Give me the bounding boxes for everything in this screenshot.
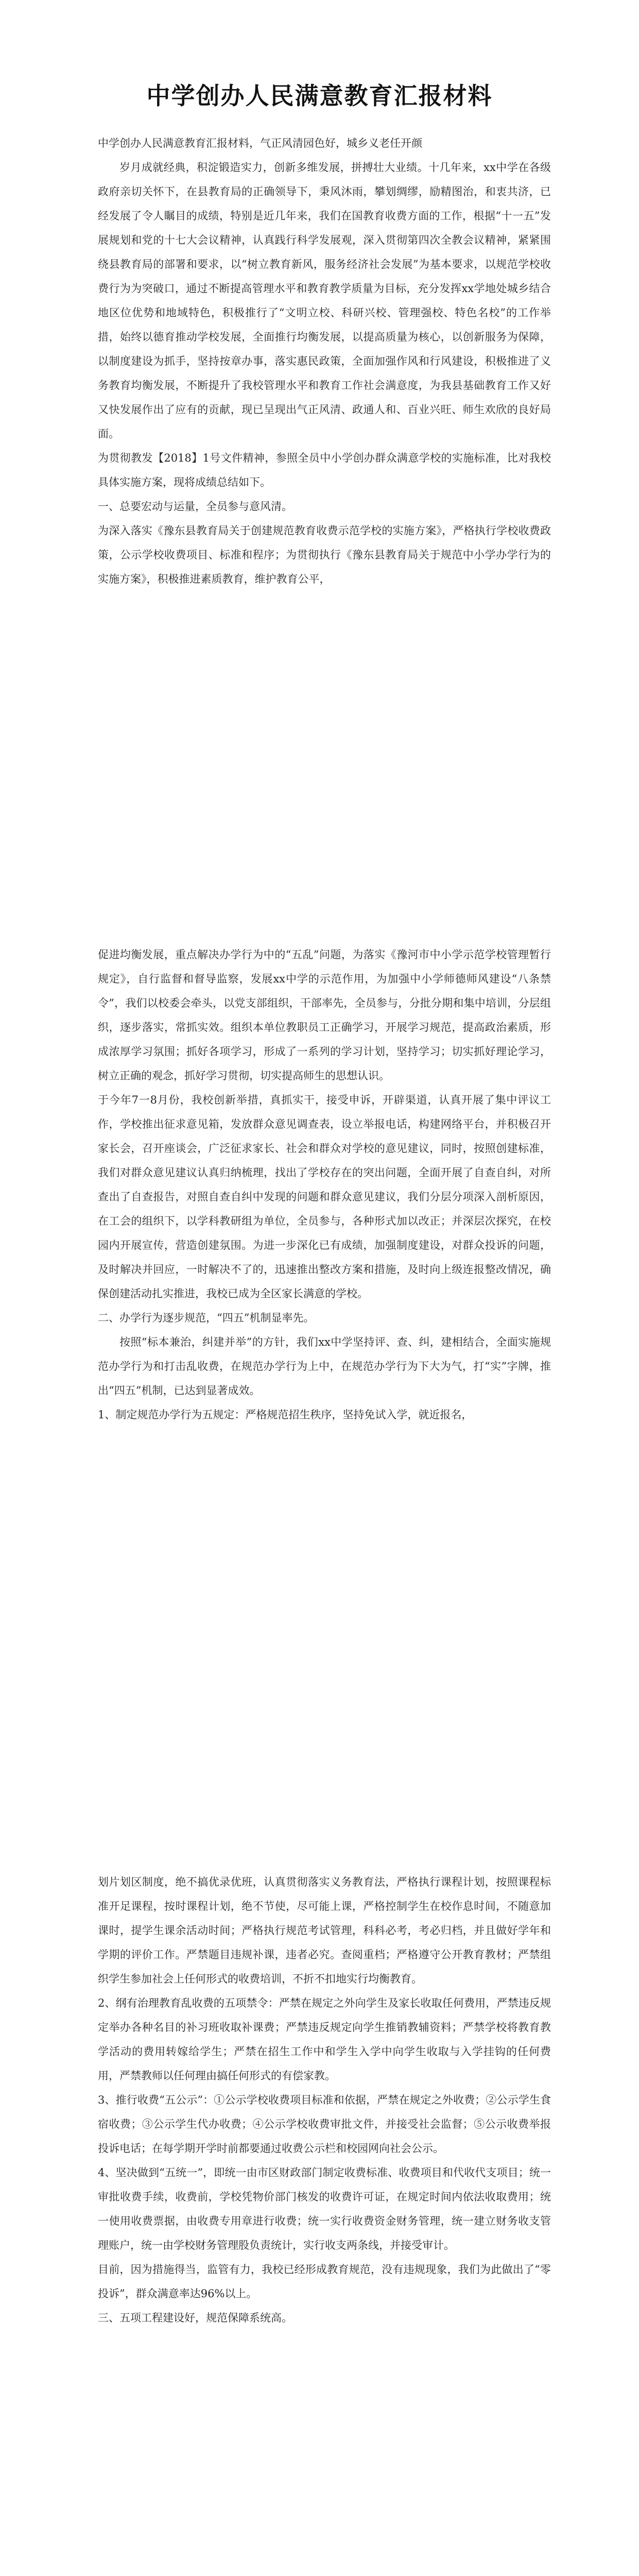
paragraph: 目前，因为措施得当，监管有力，我校已经形成教育规范，没有违规现象，我们为此做出了“零投诉”，群众满意率达96%以上。	[98, 2263, 551, 2300]
paragraph: 中学创办人民满意教育汇报材料，气正风清园色好，城乡义老任开颜	[98, 137, 422, 149]
section-intro	[98, 131, 551, 591]
paragraph: 于今年7一8月份，我校创新举措，真抓实干，接受申诉，开辟渠道，认真开展了集中评议工作，学校推出征求意见箱，发放群众意见调查表，设立举报电话，构建网络平台，并积极召开家长会，召开座谈会，广泛征求家长、社会和群众对学校的意见建议，同时，按照创建标准，我们对群众意见建议认真归纳梳理，找出了学校存在的突出问题，全面开展了自查自纠，对所查出了自查报告，对照自查自纠中发现的问题和群众意见建议，我们分层分项深入剖析原因，在工会的组织下，以学科教研组为单位，全员参与，各种形式加以改正；并深层次探究，在校园内开展宣传，营造创建氛围。为进一步深化已有成绩，加强制度建设，对群众投诉的问题，及时解决并回应，一时解决不了的，迅速推出整改方案和措施，及时向上级连报整改情况，确保创建活动扎实推进，我校已成为全区家长满意的学校。	[98, 1094, 551, 1300]
section-regulations	[98, 1870, 551, 2330]
section-heading: 三、五项工程建设好，规范保障系统高。	[98, 2312, 292, 2324]
section-heading: 二、办学行为逐步规范，“四五”机制显率先。	[98, 1312, 315, 1324]
paragraph: 划片划区制度，绝不搞优录优班，认真贯彻落实义务教育法，严格执行课程计划，按照课程标准开足课程，按时课程计划，绝不节使，尽可能上课，严格控制学生在校作息时间，不随意加课时，提学生课余活动时间；严格执行规范考试管理，科科必考，考必归档，并且做好学年和学期的评价工作。严禁题目违规补课，违者必究。查阅重档；严格遵守公开教育教材；严禁组织学生参加社会上任何形式的收费培训，不折不扣地实行均衡教育。	[98, 1876, 551, 1985]
paragraph: 按照“标本兼治，纠建并举”的方针，我们xx中学坚持评、查、纠，建相结合，全面实施规范办学行为和打击乱收费，在规范办学行为上中，在规范办学行为下大为气，打“实”字牌，推出“四五”机制，已达到显著成效。	[98, 1336, 551, 1397]
paragraph: 4、坚决做到“五统一”，即统一由市区财政部门制定收费标准、收费项目和代收代支项目；统一审批收费手续，收费前，学校凭物价部门核发的收费许可证，在规定时间内依法收取费用；统一使用收费票据，由收费专用章进行收费；统一实行收费资金财务管理，统一建立财务收支管理账户，统一由学校财务管理股负责统计，实行收支两条线，并接受审计。	[98, 2166, 551, 2251]
document-title: 中学创办人民满意教育汇报材料	[146, 82, 493, 110]
section-heading: 一、总要宏动与运量，全员参与意风清。	[98, 500, 292, 513]
paragraph: 1、制定规范办学行为五规定：严格规范招生秩序，坚持免试入学，就近报名，	[98, 1409, 473, 1421]
section-implementation	[98, 943, 551, 1427]
paragraph: 岁月成就经典，积淀锻造实力，创新多维发展，拼搏壮大业绩。十几年来，xx中学在各级政府亲切关怀下，在县教育局的正确领导下，秉风沐雨，攀划绸缪，励精图治，和衷共济，已经发展了令人瞩目的成绩，特别是近几年来，我们在国教育收费方面的工作，根据“十一五”发展规划和党的十七大会议精神，认真践行科学发展观，深入贯彻第四次全教会议精神，紧紧围绕县教育局的部署和要求，以“树立教育新风，服务经济社会发展”为基本要求，以规范学校收费行为为突破口，通过不断提高管理水平和教育教学质量为目标，充分发挥xx学地处城乡结合地区位优势和地域特色，积极推行了“文明立校、科研兴校、管理强校、特色名校”的工作举措，始终以德育推动学校发展，全面推行均衡发展，以提高质量为核心，以创新服务为保障，以制度建设为抓手，坚持按章办事，落实惠民政策，全面加强作风和行风建设，积极推进了义务教育均衡发展，不断提升了我校管理水平和教育工作社会满意度，为我县基础教育工作又好又快发展作出了应有的贡献，现已呈现出气正风清、政通人和、百业兴旺、师生欢欣的良好局面。	[98, 161, 551, 440]
paragraph: 为贯彻教发【2018】1号文件精神，参照全员中小学创办群众满意学校的实施标准，比对我校具体实施方案，现将成绩总结如下。	[98, 452, 551, 488]
paragraph: 2、纲有治理教育乱收费的五项禁令：严禁在规定之外向学生及家长收取任何费用，严禁违反规定举办各种名目的补习班收取补课费；严禁违反规定向学生推销教辅资料；严禁学校将教育教学活动的费用转嫁给学生；严禁在招生工作中和学生入学中向学生收取与入学挂钩的任何费用，严禁教师以任何理由搞任何形式的有偿家教。	[98, 1997, 551, 2082]
paragraph: 为深入落实《豫东县教育局关于创建规范教育收费示范学校的实施方案》，严格执行学校收费政策，公示学校收费项目、标准和程序；为贯彻执行《豫东县教育局关于规范中小学办学行为的实施方案》，积极推进素质教育，维护教育公平，	[98, 524, 551, 585]
paragraph: 促进均衡发展，重点解决办学行为中的“五乱”问题，为落实《豫河市中小学示范学校管理暂行规定》，自行监督和督导监察，发展xx中学的示范作用，为加强中小学师德师风建设“八条禁令”，我们以校委会牵头，以党支部组织，干部率先，全员参与，分批分期和集中培训，分层组织，逐步落实，常抓实效。组织本单位教职员工正确学习，开展学习规范，提高政治素质，形成浓厚学习氛围；抓好各项学习，形成了一系列的学习计划，坚持学习；切实抓好理论学习，树立正确的观念，抓好学习贯彻，切实提高师生的思想认识。	[98, 948, 551, 1082]
paragraph: 3、推行收费“五公示”：①公示学校收费项目标准和依据，严禁在规定之外收费；②公示学生食宿收费；③公示学生代办收费；④公示学校收费审批文件，并接受社会监督；⑤公示收费举报投诉电话；在每学期开学时前都要通过收费公示栏和校园网向社会公示。	[98, 2094, 551, 2155]
